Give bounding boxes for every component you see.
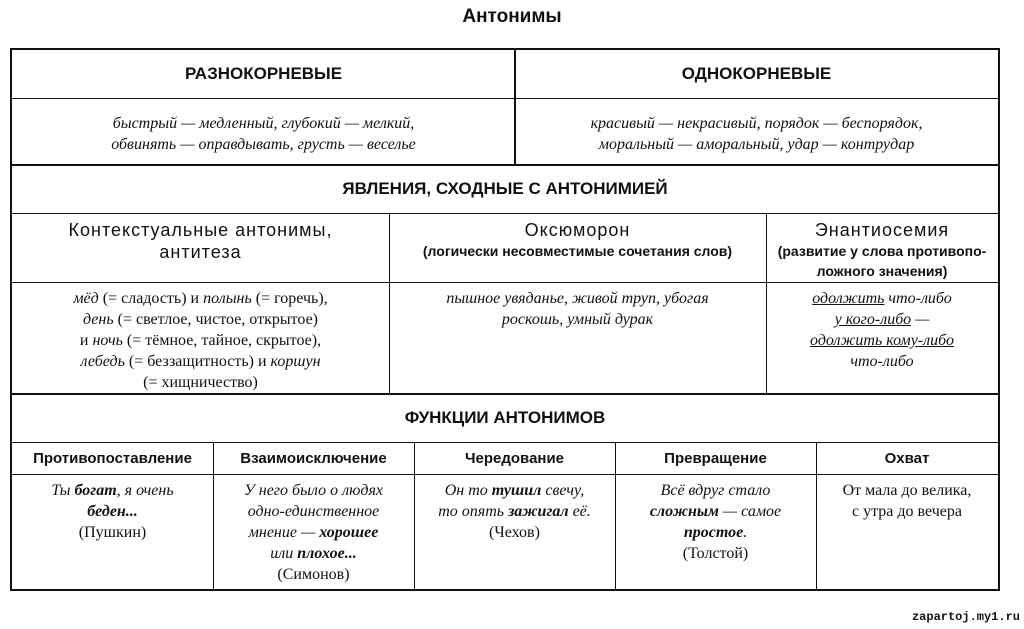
c1-b: богат: [74, 482, 117, 499]
header-different-roots: РАЗНОКОРНЕВЫЕ: [184, 64, 343, 83]
transformation-example: [615, 480, 816, 564]
gloss-noch: (= тёмное, тайное, скрытое),: [122, 332, 322, 349]
word-lebed: лебедь: [80, 353, 125, 370]
word-polyn: полынь: [203, 290, 252, 307]
different-roots-examples: [12, 113, 515, 155]
function-alternation: Чередование: [464, 449, 565, 467]
enantiosemy-subtitle-1: (развитие у слова противопо-: [777, 243, 987, 259]
oxymoron-examples: [389, 288, 766, 330]
c3-l1a: Он то: [444, 482, 492, 499]
enantiosemy-examples: [766, 288, 998, 372]
header-same-root: ОДНОКОРНЕВЫЕ: [681, 64, 832, 83]
enantiosemy-example-2b: —: [911, 311, 930, 328]
contrast-example: [12, 480, 213, 543]
enantiosemy-example-1a: одолжить: [812, 290, 885, 307]
c3-author: (Чехов): [489, 524, 540, 541]
enantiosemy-subtitle-2: ложного значения): [816, 263, 948, 279]
contextual-title-line-2: антитеза: [159, 242, 242, 262]
c1-d: беден: [87, 503, 126, 520]
c4-line-1: Всё вдруг стало: [660, 482, 771, 499]
same-root-line-1: красивый — некрасивый, порядок — беспорядок,: [590, 115, 923, 132]
function-contrast: Противопоставление: [33, 449, 192, 467]
c2-line-2: одно-единственное: [247, 503, 380, 520]
c5-line-2: с утра до вечера: [852, 503, 962, 520]
c5-line-1: От мала до велика,: [842, 482, 972, 499]
c1-author: (Пушкин): [78, 524, 147, 541]
c2-author: (Симонов): [277, 566, 350, 583]
oxymoron-title-cell: [389, 219, 766, 261]
c2-l3a: мнение —: [248, 524, 320, 541]
different-roots-line-2: обвинять — оправдывать, грусть — веселье: [111, 136, 416, 153]
c1-c: , я очень: [116, 482, 174, 499]
gloss-med: (= сладость) и: [98, 290, 204, 307]
word-korshun: коршун: [270, 353, 321, 370]
functions-header: ФУНКЦИИ АНТОНИМОВ: [404, 408, 606, 427]
enantiosemy-example-1b: что-либо: [884, 290, 952, 307]
watermark: zapartoj.my1.ru: [911, 610, 1020, 624]
word-noch: ночь: [92, 332, 123, 349]
contextual-title-line-1: Контекстуальные антонимы,: [68, 220, 333, 240]
c3-l1b: тушил: [491, 482, 542, 499]
c4-author: (Толстой): [682, 545, 749, 562]
same-root-line-2: моральный — аморальный, удар — контрудар: [598, 136, 915, 153]
c4-l3b: .: [743, 524, 748, 541]
c2-l4a: или: [270, 545, 298, 562]
word-med: мёд: [73, 290, 99, 307]
oxymoron-example-2: роскошь, умный дурак: [501, 311, 654, 328]
oxymoron-example-1: пышное увяданье, живой труп, убогая: [446, 290, 709, 307]
gloss-polyn: (= горечь),: [251, 290, 328, 307]
c1-e: ...: [125, 503, 138, 520]
c4-l2b: — самое: [718, 503, 782, 520]
prefix-noch: и: [79, 332, 93, 349]
c3-l1c: свечу,: [541, 482, 585, 499]
c1-a: Ты: [51, 482, 75, 499]
contextual-antonyms-title: [12, 219, 389, 263]
c3-l2c: её.: [568, 503, 591, 520]
different-roots-line-1: быстрый — медленный, глубокий — мелкий,: [112, 115, 415, 132]
word-den: день: [83, 311, 114, 328]
enantiosemy-example-3: одолжить кому-либо: [810, 332, 954, 349]
enantiosemy-example-4: что-либо: [850, 353, 914, 370]
c2-l4c: ...: [344, 545, 357, 562]
mutual-exclusion-example: [213, 480, 414, 585]
c4-l3a: простое: [683, 524, 744, 541]
page-title: Антонимы: [462, 6, 562, 27]
oxymoron-subtitle: (логически несовместимые сочетания слов): [422, 243, 733, 259]
gloss-lebed: (= беззащитность) и: [124, 353, 271, 370]
c3-l2a: то опять: [438, 503, 509, 520]
function-transformation: Превращение: [664, 449, 767, 467]
gloss-korshun: (= хищничество): [143, 374, 258, 391]
phenomena-header: ЯВЛЕНИЯ, СХОДНЫЕ С АНТОНИМИЕЙ: [342, 179, 668, 198]
c2-line-1: У него было о людях: [244, 482, 383, 499]
oxymoron-title: Оксюморон: [524, 220, 631, 240]
c3-l2b: зажигал: [508, 503, 569, 520]
c4-l2a: сложным: [649, 503, 719, 520]
enantiosemy-example-2: у кого-либо: [834, 311, 912, 328]
enantiosemy-title: Энантиосемия: [814, 220, 950, 240]
coverage-example: [816, 480, 998, 522]
c2-l3b: хорошее: [319, 524, 379, 541]
same-root-examples: [515, 113, 998, 155]
function-mutual-exclusion: Взаимоисключение: [240, 449, 387, 467]
function-coverage: Охват: [884, 449, 930, 467]
contextual-examples: [12, 288, 389, 393]
gloss-den: (= светлое, чистое, открытое): [113, 311, 318, 328]
c2-l4b: плохое: [297, 545, 345, 562]
alternation-example: [414, 480, 615, 543]
enantiosemy-title-cell: [766, 219, 998, 281]
antonyms-table: [10, 48, 1000, 591]
